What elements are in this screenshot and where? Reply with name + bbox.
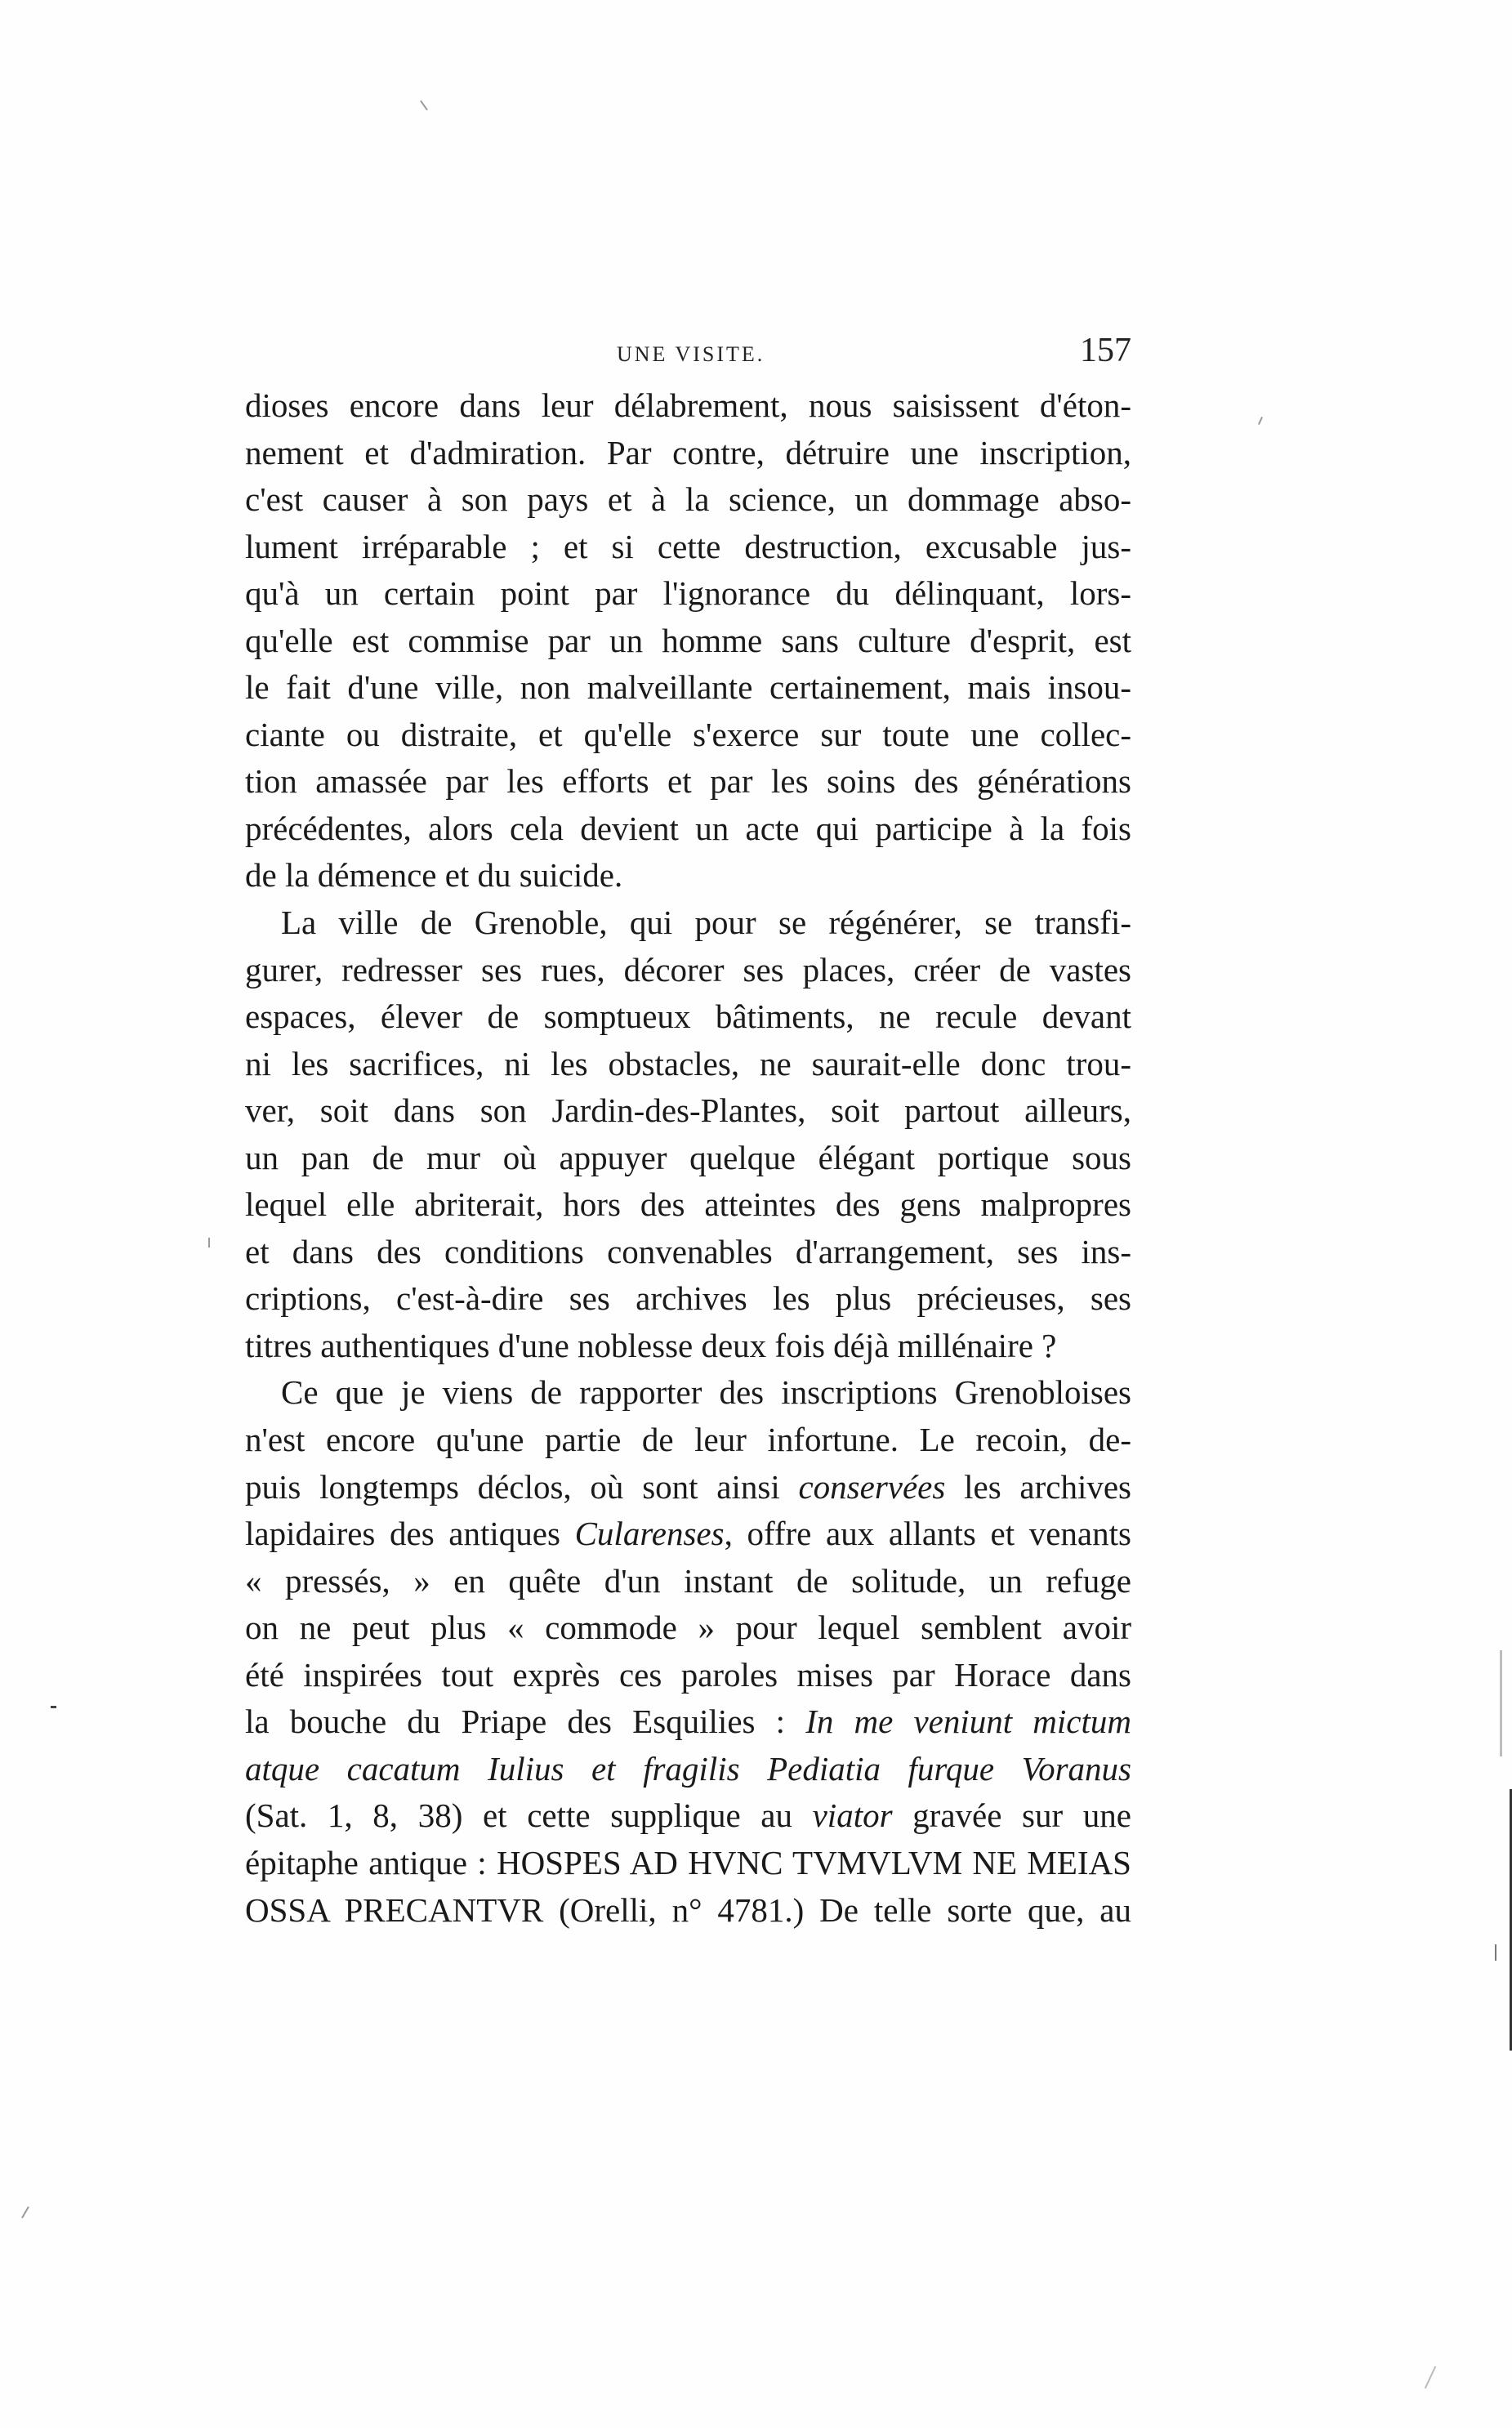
text-segment: gravée sur une bbox=[892, 1796, 1131, 1835]
text-segment: lapidaires des antiques bbox=[245, 1515, 575, 1553]
paragraph-end-line: titres authentiques d'une noblesse deux fois déjà millénaire ? bbox=[245, 1326, 1057, 1364]
paragraph-start-line: Ce que je viens de rapporter des inscriptions Grenobloises bbox=[281, 1373, 1131, 1412]
text-line: n'est encore qu'une partie de leur infortune. Le recoin, de- bbox=[245, 1421, 1131, 1459]
latin-quotation-line bbox=[245, 1746, 1131, 1793]
text-line: « pressés, » en quête d'un instant de solitude, un refuge bbox=[245, 1561, 1131, 1600]
paper-speck bbox=[420, 100, 428, 111]
text-line: précédentes, alors cela devient un acte qui participe à la fois bbox=[245, 809, 1131, 847]
text-line-with-italic bbox=[245, 1511, 1131, 1558]
text-line: dioses encore dans leur délabrement, nous saisissent d'éton- bbox=[245, 386, 1131, 424]
text-segment: la bouche du Priape des Esquilies : bbox=[245, 1703, 806, 1741]
text-line-with-italic bbox=[245, 1698, 1131, 1746]
italic-word: conservées bbox=[798, 1467, 946, 1506]
binding-edge-shadow bbox=[1500, 1650, 1502, 1756]
italic-word: Cularenses bbox=[574, 1515, 725, 1553]
italic-word: viator bbox=[812, 1796, 893, 1835]
body-text bbox=[245, 382, 1131, 1934]
paper-speck bbox=[1425, 2366, 1436, 2389]
text-line: on ne peut plus « commode » pour lequel semblent avoir bbox=[245, 1609, 1131, 1647]
paragraph-end-line: de la démence et du suicide. bbox=[245, 856, 623, 895]
paper-speck bbox=[1495, 1944, 1496, 1961]
text-line: ni les sacrifices, ni les obstacles, ne saurait-elle donc trou- bbox=[245, 1044, 1131, 1082]
text-line: lequel elle abriterait, hors des atteintes des gens malpropres bbox=[245, 1185, 1131, 1224]
paper-speck bbox=[21, 2207, 29, 2219]
text-line: qu'à un certain point par l'ignorance du délinquant, lors- bbox=[245, 574, 1131, 613]
text-segment: les archives bbox=[945, 1467, 1131, 1506]
page-number: 157 bbox=[1080, 332, 1131, 369]
text-line-with-italic bbox=[245, 1792, 1131, 1840]
text-line: gurer, redresser ses rues, décorer ses places, créer de vastes bbox=[245, 950, 1131, 989]
text-line: nement et d'admiration. Par contre, détruire une inscription, bbox=[245, 433, 1131, 471]
text-line-with-italic bbox=[245, 1464, 1131, 1511]
text-line: espaces, élever de somptueux bâtiments, ne recule devant bbox=[245, 998, 1131, 1036]
margin-dash bbox=[51, 1706, 56, 1708]
running-title: UNE VISITE. bbox=[617, 342, 765, 366]
text-line: OSSA PRECANTVR (Orelli, n° 4781.) De telle sorte que, au bbox=[245, 1890, 1131, 1929]
text-segment: puis longtemps déclos, où sont ainsi bbox=[245, 1467, 799, 1506]
latin-quotation: atque cacatum Iulius et fragilis Pediatia furque Voranus bbox=[245, 1749, 1131, 1788]
text-line: c'est causer à son pays et à la science, un dommage abso- bbox=[245, 480, 1131, 519]
text-line: un pan de mur où appuyer quelque élégant portique sous bbox=[245, 1138, 1131, 1176]
text-line: ver, soit dans son Jardin-des-Plantes, soit partout ailleurs, bbox=[245, 1091, 1131, 1130]
text-line: qu'elle est commise par un homme sans culture d'esprit, est bbox=[245, 621, 1131, 659]
text-line: et dans des conditions convenables d'arrangement, ses ins- bbox=[245, 1232, 1131, 1270]
text-line: lument irréparable ; et si cette destruction, excusable jus- bbox=[245, 527, 1131, 565]
text-line: le fait d'une ville, non malveillante certainement, mais insou- bbox=[245, 668, 1131, 707]
paper-speck bbox=[1258, 417, 1263, 425]
text-line: criptions, c'est-à-dire ses archives les plus précieuses, ses bbox=[245, 1279, 1131, 1318]
text-line: tion amassée par les efforts et par les soins des générations bbox=[245, 762, 1131, 801]
text-segment: (Sat. 1, 8, 38) et cette supplique au bbox=[245, 1796, 813, 1835]
paragraph-start-line: La ville de Grenoble, qui pour se régénérer, se transfi- bbox=[281, 904, 1131, 942]
paper-speck bbox=[208, 1238, 210, 1247]
text-line: épitaphe antique : HOSPES AD HVNC TVMVLVM NE MEIAS bbox=[245, 1843, 1131, 1881]
page-header bbox=[245, 331, 1131, 380]
text-line: ciante ou distraite, et qu'elle s'exerce sur toute une collec- bbox=[245, 715, 1131, 753]
text-line: été inspirées tout exprès ces paroles mises par Horace dans bbox=[245, 1655, 1131, 1694]
text-segment: , offre aux allants et venants bbox=[724, 1515, 1131, 1553]
latin-quotation: In me veniunt mictum bbox=[805, 1703, 1131, 1741]
